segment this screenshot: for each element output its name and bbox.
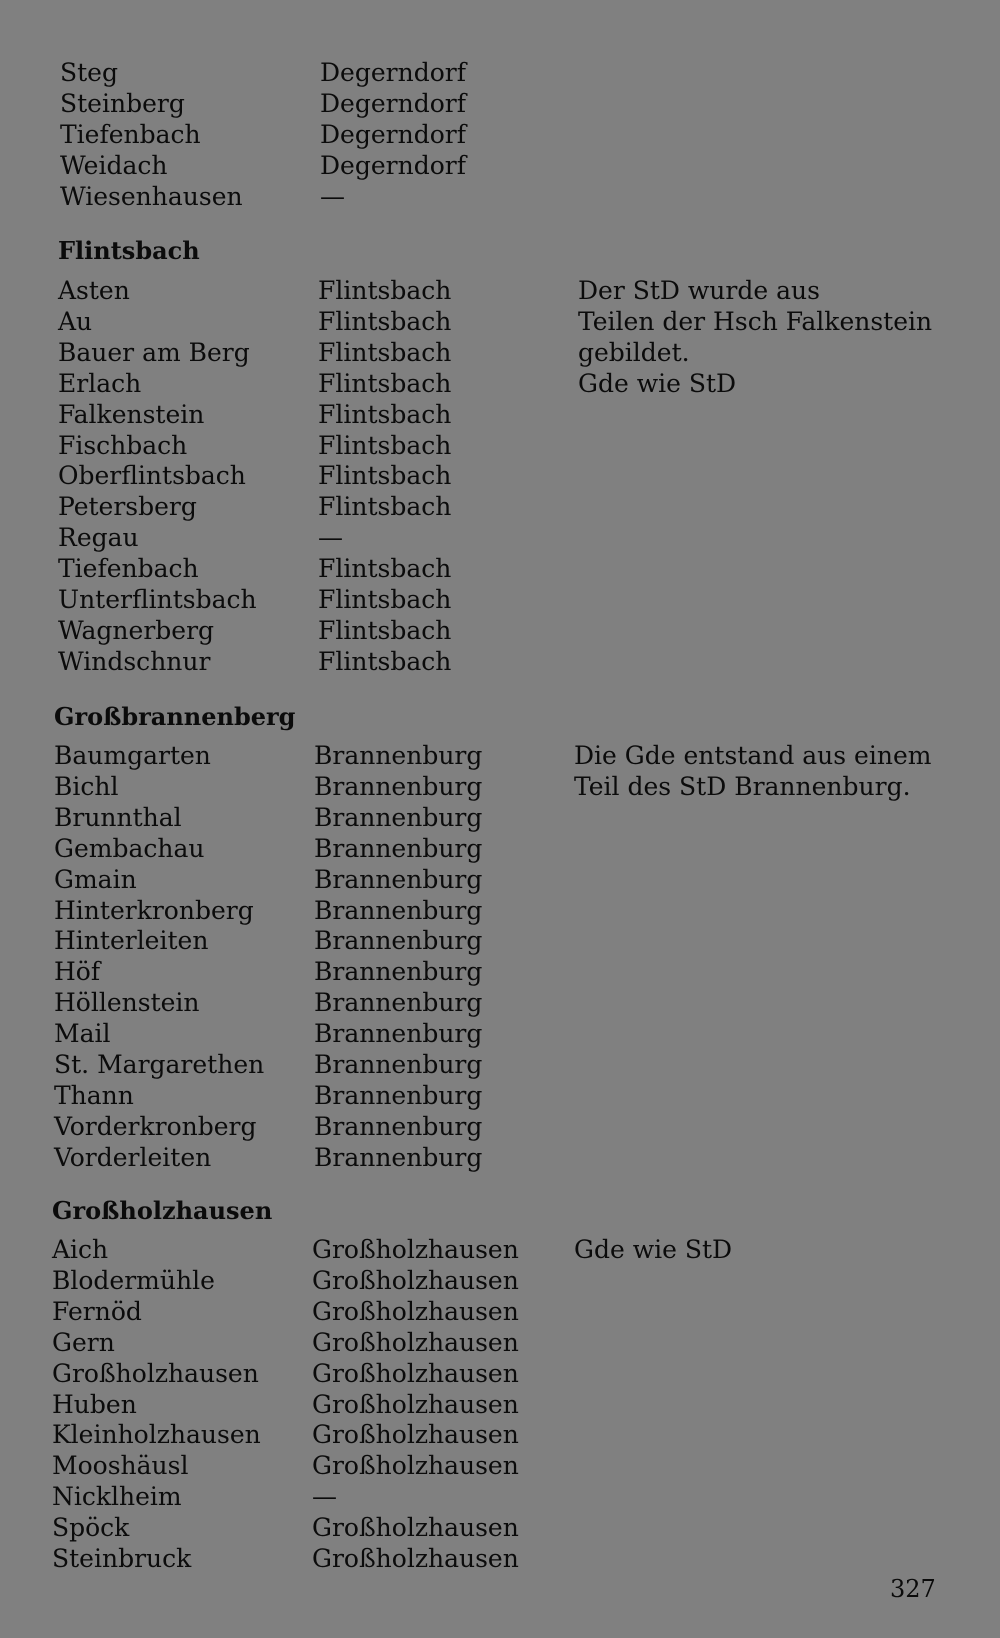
place-name: Großholzhausen bbox=[52, 1358, 259, 1388]
district-name: Degerndorf bbox=[320, 150, 466, 180]
district-name: Flintsbach bbox=[318, 306, 452, 336]
district-name: Großholzhausen bbox=[312, 1451, 519, 1481]
place-name: Wiesenhausen bbox=[60, 181, 243, 211]
district-name: Brannenburg bbox=[314, 741, 483, 770]
table-row bbox=[0, 1111, 1000, 1142]
district-name: — bbox=[320, 181, 345, 211]
place-name: Nicklheim bbox=[52, 1482, 182, 1512]
place-name: Aich bbox=[52, 1235, 109, 1264]
district-name: Brannenburg bbox=[314, 771, 483, 801]
place-name: Tiefenbach bbox=[60, 119, 201, 149]
note-text: Teilen der Hsch Falkenstein bbox=[578, 306, 933, 336]
place-name: Petersberg bbox=[58, 492, 197, 522]
district-name: Flintsbach bbox=[318, 337, 452, 367]
district-name: Brannenburg bbox=[314, 1080, 483, 1110]
place-name: Hinterleiten bbox=[54, 926, 209, 956]
table-row bbox=[0, 88, 1000, 119]
table-row bbox=[0, 275, 1000, 306]
table-row bbox=[0, 1049, 1000, 1080]
place-name: Mail bbox=[54, 1019, 111, 1049]
table-row bbox=[0, 522, 1000, 553]
place-name: Windschnur bbox=[58, 646, 211, 676]
district-name: Brannenburg bbox=[314, 957, 483, 987]
place-name: Vorderleiten bbox=[54, 1142, 212, 1172]
district-name: Großholzhausen bbox=[312, 1327, 519, 1357]
district-name: Brannenburg bbox=[314, 1050, 483, 1079]
district-name: Brannenburg bbox=[314, 926, 483, 956]
note-text: Gde wie StD bbox=[574, 1235, 733, 1264]
place-name: Höllenstein bbox=[54, 988, 200, 1018]
district-name: Flintsbach bbox=[318, 492, 452, 522]
place-name: Bichl bbox=[54, 771, 119, 801]
place-name: Fernöd bbox=[52, 1296, 142, 1326]
table-row bbox=[0, 1358, 1000, 1389]
table-row bbox=[0, 615, 1000, 646]
district-name: Flintsbach bbox=[318, 276, 452, 305]
place-name: Oberflintsbach bbox=[58, 461, 246, 491]
place-name: Asten bbox=[58, 276, 130, 305]
table-row bbox=[0, 337, 1000, 368]
district-name: Großholzhausen bbox=[312, 1296, 519, 1326]
place-name: Höf bbox=[54, 957, 101, 987]
note-text: Der StD wurde aus bbox=[578, 276, 820, 305]
place-name: Thann bbox=[54, 1080, 134, 1110]
district-name: Degerndorf bbox=[320, 58, 466, 87]
place-name: Erlach bbox=[58, 368, 142, 398]
district-name: Großholzhausen bbox=[312, 1265, 519, 1295]
district-name: Großholzhausen bbox=[312, 1513, 519, 1543]
table-row bbox=[0, 895, 1000, 926]
table-row bbox=[0, 956, 1000, 987]
note-text: Die Gde entstand aus einem bbox=[574, 741, 932, 770]
district-name: Flintsbach bbox=[318, 554, 452, 584]
district-name: Brannenburg bbox=[314, 802, 483, 832]
place-name: St. Margarethen bbox=[54, 1050, 265, 1079]
place-name: Falkenstein bbox=[58, 399, 205, 429]
district-name: Brannenburg bbox=[314, 1142, 483, 1172]
table-row bbox=[0, 740, 1000, 771]
table-row bbox=[0, 368, 1000, 399]
district-name: Großholzhausen bbox=[312, 1544, 519, 1573]
page-number: 327 bbox=[890, 1575, 936, 1603]
district-name: Brannenburg bbox=[314, 1019, 483, 1049]
table-row bbox=[0, 646, 1000, 677]
place-name: Regau bbox=[58, 523, 139, 553]
place-name: Steinberg bbox=[60, 88, 185, 118]
note-text: Teil des StD Brannenburg. bbox=[574, 771, 911, 801]
place-name: Au bbox=[58, 306, 93, 336]
district-name: Großholzhausen bbox=[312, 1235, 519, 1264]
table-row bbox=[0, 150, 1000, 181]
place-name: Steg bbox=[60, 58, 118, 87]
table-row bbox=[0, 1543, 1000, 1574]
table-row bbox=[0, 925, 1000, 956]
table-row bbox=[0, 987, 1000, 1018]
table-row bbox=[0, 1265, 1000, 1296]
table-row bbox=[0, 1296, 1000, 1327]
district-name: Degerndorf bbox=[320, 88, 466, 118]
place-name: Gern bbox=[52, 1327, 115, 1357]
place-name: Huben bbox=[52, 1389, 137, 1419]
place-name: Mooshäusl bbox=[52, 1451, 189, 1481]
section-heading: Großbrannenberg bbox=[54, 702, 296, 731]
place-name: Fischbach bbox=[58, 430, 188, 460]
table-row bbox=[0, 119, 1000, 150]
table-row bbox=[0, 771, 1000, 802]
note-text: gebildet. bbox=[578, 337, 690, 367]
district-name: Großholzhausen bbox=[312, 1358, 519, 1388]
section-heading: Flintsbach bbox=[58, 236, 200, 265]
district-name: Großholzhausen bbox=[312, 1389, 519, 1419]
place-name: Gmain bbox=[54, 864, 137, 894]
table-row bbox=[0, 584, 1000, 615]
district-name: Flintsbach bbox=[318, 430, 452, 460]
place-name: Spöck bbox=[52, 1513, 130, 1543]
table-row bbox=[0, 1142, 1000, 1173]
district-name: Flintsbach bbox=[318, 585, 452, 614]
table-row bbox=[0, 399, 1000, 430]
place-name: Weidach bbox=[60, 150, 168, 180]
district-name: Brannenburg bbox=[314, 988, 483, 1018]
table-row bbox=[0, 553, 1000, 584]
table-row bbox=[0, 1450, 1000, 1481]
place-name: Vorderkronberg bbox=[54, 1111, 257, 1141]
place-name: Blodermühle bbox=[52, 1265, 215, 1295]
table-row bbox=[0, 1481, 1000, 1512]
district-name: Flintsbach bbox=[318, 615, 452, 645]
district-name: — bbox=[318, 523, 343, 553]
table-row bbox=[0, 1018, 1000, 1049]
place-name: Brunnthal bbox=[54, 802, 182, 832]
place-name: Tiefenbach bbox=[58, 554, 199, 584]
table-row bbox=[0, 57, 1000, 88]
district-name: Brannenburg bbox=[314, 895, 483, 925]
place-name: Unterflintsbach bbox=[58, 585, 257, 614]
place-name: Hinterkronberg bbox=[54, 895, 254, 925]
place-name: Bauer am Berg bbox=[58, 337, 250, 367]
table-row bbox=[0, 181, 1000, 212]
table-row bbox=[0, 430, 1000, 461]
table-row bbox=[0, 1234, 1000, 1265]
place-name: Baumgarten bbox=[54, 741, 211, 770]
district-name: Flintsbach bbox=[318, 368, 452, 398]
district-name: Brannenburg bbox=[314, 833, 483, 863]
district-name: Flintsbach bbox=[318, 646, 452, 676]
place-name: Gembachau bbox=[54, 833, 205, 863]
place-name: Steinbruck bbox=[52, 1544, 192, 1573]
note-text: Gde wie StD bbox=[578, 368, 737, 398]
table-row bbox=[0, 460, 1000, 491]
table-row bbox=[0, 306, 1000, 337]
table-row bbox=[0, 864, 1000, 895]
table-row bbox=[0, 1512, 1000, 1543]
table-row bbox=[0, 1080, 1000, 1111]
district-name: Brannenburg bbox=[314, 1111, 483, 1141]
table-row bbox=[0, 802, 1000, 833]
table-row bbox=[0, 1327, 1000, 1358]
place-name: Wagnerberg bbox=[58, 615, 215, 645]
table-row bbox=[0, 833, 1000, 864]
district-name: Flintsbach bbox=[318, 399, 452, 429]
district-name: Degerndorf bbox=[320, 119, 466, 149]
district-name: — bbox=[312, 1482, 337, 1512]
district-name: Flintsbach bbox=[318, 461, 452, 491]
district-name: Brannenburg bbox=[314, 864, 483, 894]
table-row bbox=[0, 491, 1000, 522]
place-name: Kleinholzhausen bbox=[52, 1420, 261, 1450]
table-row bbox=[0, 1389, 1000, 1420]
section-heading: Großholzhausen bbox=[52, 1196, 273, 1225]
table-row bbox=[0, 1419, 1000, 1450]
district-name: Großholzhausen bbox=[312, 1420, 519, 1450]
